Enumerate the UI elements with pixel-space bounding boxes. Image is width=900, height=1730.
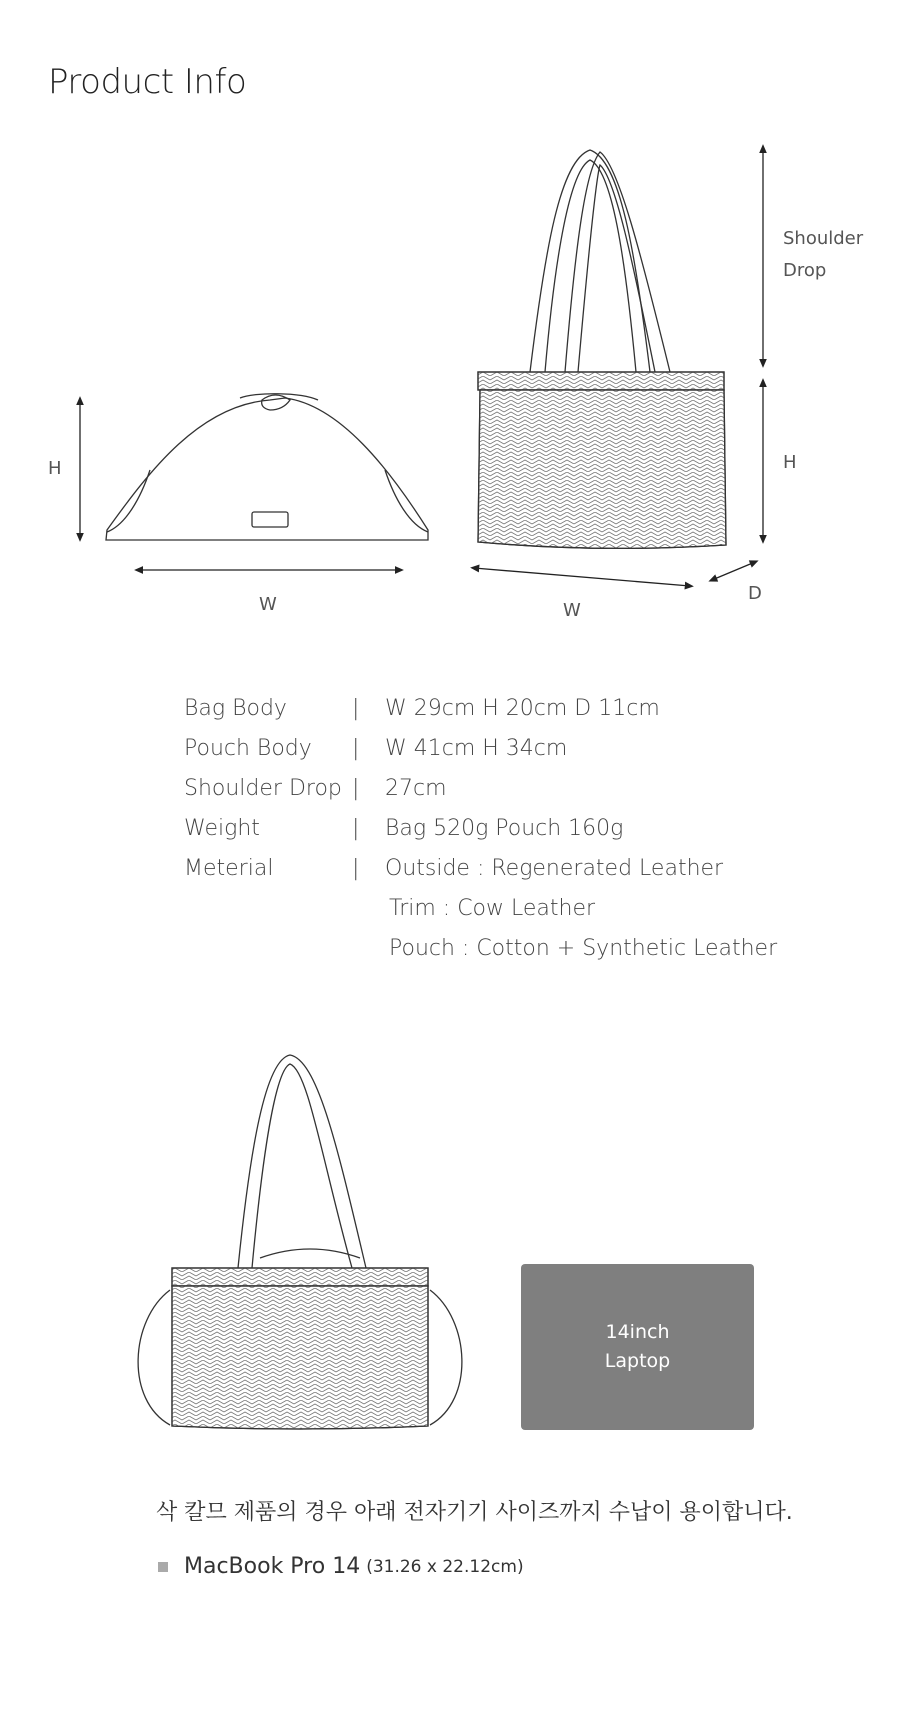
- spec-label: Weight: [184, 816, 260, 841]
- spec-value: 27cm: [385, 776, 447, 801]
- spec-value: Bag 520g Pouch 160g: [385, 816, 624, 841]
- spec-label: Shoulder Drop: [184, 776, 342, 801]
- spec-value: Outside : Regenerated Leather: [385, 856, 724, 881]
- material-trim: Trim : Cow Leather: [389, 896, 596, 921]
- spec-separator: |: [352, 696, 360, 721]
- spec-separator: |: [352, 776, 360, 801]
- tote-drawing: [478, 150, 726, 548]
- tote-depth-label: D: [748, 583, 762, 604]
- bullet-square-icon: [158, 1562, 168, 1572]
- laptop-box-line2: Laptop: [604, 1350, 671, 1372]
- spec-label: Bag Body: [184, 696, 287, 721]
- tote-depth-arrow: [712, 562, 755, 580]
- spec-separator: |: [352, 856, 360, 881]
- spec-value: W 41cm H 34cm: [385, 736, 568, 761]
- laptop-size-box: [521, 1264, 754, 1430]
- spec-label: Meterial: [184, 856, 274, 881]
- device-size: (31.26 x 22.12cm): [366, 1556, 524, 1577]
- shoulder-drop-label-line2: Drop: [783, 260, 827, 281]
- tote-width-label: W: [563, 600, 581, 621]
- device-list-item: [158, 1554, 524, 1579]
- tote-height-label: H: [783, 452, 797, 473]
- capacity-note: 삭 칼므 제품의 경우 아래 전자기기 사이즈까지 수납이 용이합니다.: [156, 1500, 793, 1525]
- page-title: Product Info: [48, 62, 247, 102]
- spec-separator: |: [352, 816, 360, 841]
- shoulder-drop-label-line1: Shoulder: [783, 228, 864, 249]
- pouch-width-label: W: [259, 594, 277, 615]
- laptop-box-line1: 14inch: [605, 1321, 670, 1343]
- device-name: MacBook Pro 14: [184, 1554, 361, 1579]
- bag-with-pouch-drawing: [138, 1055, 462, 1429]
- material-pouch: Pouch : Cotton + Synthetic Leather: [389, 936, 778, 961]
- pouch-drawing: [106, 394, 428, 540]
- spec-label: Pouch Body: [184, 736, 312, 761]
- pouch-height-label: H: [48, 458, 62, 479]
- tote-width-arrow: [474, 568, 690, 586]
- spec-value: W 29cm H 20cm D 11cm: [385, 696, 660, 721]
- spec-separator: |: [352, 736, 360, 761]
